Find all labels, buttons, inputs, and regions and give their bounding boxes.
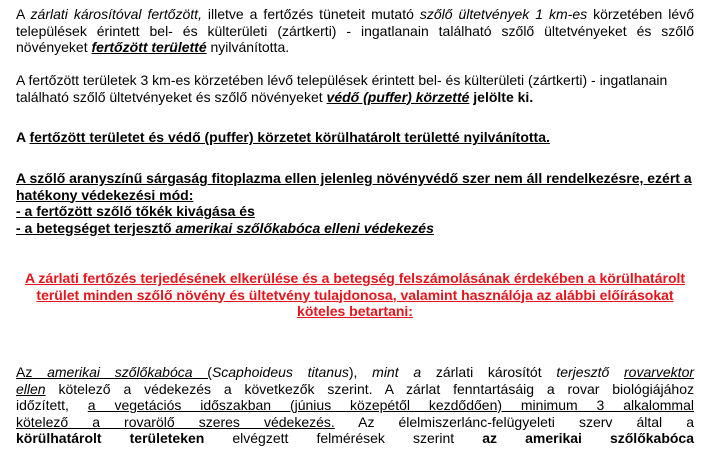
paragraph-line: [16, 397, 694, 414]
text: amerikai szőlőkabóca: [47, 364, 193, 380]
text: körülhatárolt területeken: [16, 430, 205, 446]
control-intro: A szőlő aranyszínű sárgaság fitoplazma ellen jelenleg növényvédő szer nem áll rendelkezésre, ezért a hatékony védekezési mód:: [16, 170, 692, 203]
highlight-demarcated-area: fertőzött területet és védő (puffer) körzetet körülhatárolt területté nyilvánította.: [29, 129, 550, 145]
paragraph-red-notice: A zárlati fertőzés terjedésének elkerülése és a betegség felszámolásának érdekében a körülhatárolt terület minden szőlő növény és ültetvény tulajdonosa, valamint használója az alábbi előírásokat köteles betartani:: [24, 270, 686, 319]
text: ),: [348, 364, 373, 380]
paragraph-line: [16, 430, 694, 447]
text: (: [192, 364, 212, 380]
paragraph-leafhopper: [16, 364, 694, 447]
text: időzített,: [16, 397, 88, 413]
text: kötelező a rovarölő szeres védekezés.: [16, 413, 335, 430]
text: a vegetációs időszakban (június közepétől kezdődően) minimum 3 alkalommal: [87, 397, 694, 413]
text: Az: [16, 364, 48, 380]
paragraph-line: [16, 364, 694, 381]
paragraph-infected-area: [16, 6, 694, 56]
text: kötelező a védekezés a következők szerint. A zárlat fenntartásáig a rovar biológiájához: [45, 380, 694, 397]
text: ellen: [16, 380, 46, 397]
list-item: - a fertőzött szőlő tőkék kivágása és: [16, 203, 255, 219]
paragraph-line: [16, 414, 694, 431]
text: zárlati károsítóval fertőzött,: [30, 6, 202, 22]
text: Scaphoideus titanus: [211, 364, 349, 380]
text: terjesztő: [556, 364, 610, 380]
text: illetve a fertőzés tüneteit mutató: [201, 6, 420, 22]
text: A: [16, 129, 30, 145]
text: Az élelmiszerlánc-felügyeleti szerv által a: [334, 413, 694, 430]
text: - a betegséget terjesztő: [16, 219, 176, 236]
text: rovarvektor: [624, 364, 695, 380]
text: jelölte ki.: [469, 88, 534, 105]
highlight-buffer-zone: védő (puffer) körzetté: [326, 88, 470, 105]
text: szőlő ültetvények 1 km-es: [419, 6, 588, 22]
text: elvégzett felmérések szerint: [204, 430, 483, 446]
text: zárlati károsítót: [421, 364, 557, 380]
text: A fertőzött területek 3 km-es körzetében lévő települések érintett bel- és külterületi (zártkerti) - ingatlanain található szőlő ültetvényeket és szőlő növényeket: [16, 72, 668, 105]
text: az amerikai szőlőkabóca: [482, 430, 695, 446]
text: amerikai szőlőkabóca elleni védekezés: [175, 219, 434, 236]
text: nyilvánította.: [206, 39, 290, 55]
paragraph-line: [16, 381, 694, 398]
highlight-infected-area: fertőzött területté: [91, 39, 207, 55]
paragraph-buffer-zone: [16, 72, 694, 105]
list-item: [16, 220, 694, 237]
paragraph-demarcated-area: [16, 129, 694, 146]
text: [609, 364, 624, 380]
text: körzetében lévő települések érintett bel- és külterületi (zártkerti) - ingatlanain található szőlő ültetvényeket és szőlő növényeket: [16, 6, 694, 55]
text: A: [16, 6, 31, 22]
text: mint a: [372, 364, 422, 380]
paragraph-control-methods: [16, 170, 694, 236]
